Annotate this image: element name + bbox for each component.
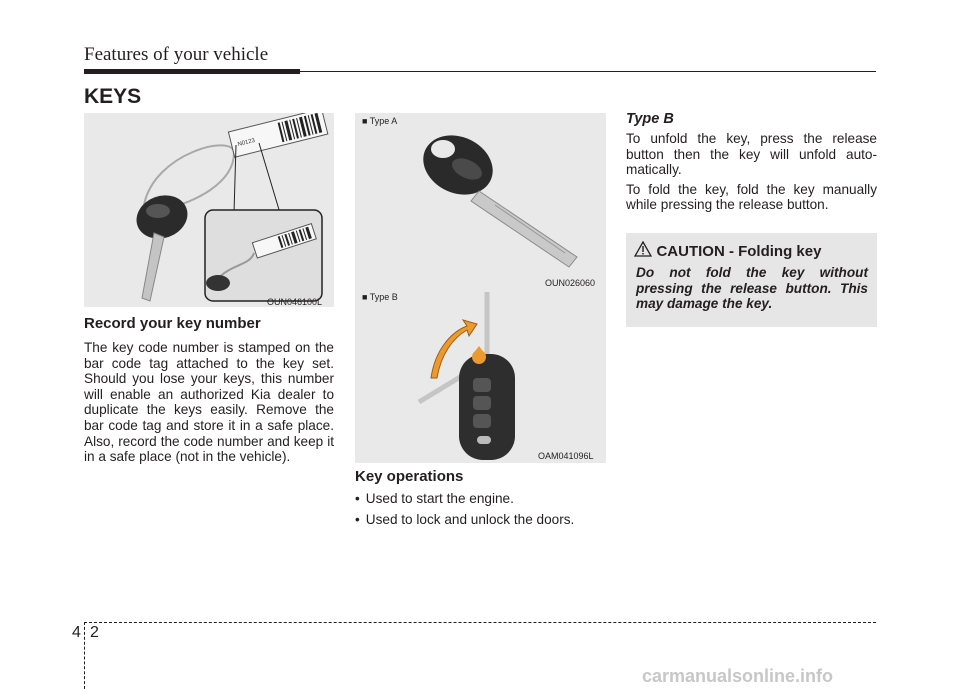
- type-b-para-2: To fold the key, fold the key manually while pressing the release button.: [626, 181, 877, 213]
- record-heading: Record your key number: [84, 315, 261, 332]
- figure-code-3: OAM041096L: [538, 451, 594, 461]
- record-text: The key code number is stamped on the bar code tag attached to the key set. Should you lose your keys, this number will enable an authorized Kia dealer to duplicate the keys easily. Remove the bar code tag and store it in a safe place. Also, record the code number and keep it in a safe place (not in the vehicle).: [84, 340, 334, 465]
- barcode-tag-text: N0123: [237, 137, 256, 149]
- warning-triangle-icon: [634, 241, 652, 257]
- caution-subtitle: - Folding key: [724, 243, 822, 260]
- type-b-key-illustration: [355, 290, 606, 463]
- type-a-label: ■ Type A: [362, 116, 398, 126]
- caution-title-row: [634, 241, 821, 261]
- type-a-key-photo: [355, 113, 606, 290]
- chapter-number: 4: [72, 624, 81, 641]
- type-b-heading: Type B: [626, 111, 674, 127]
- type-b-key-photo: [355, 290, 606, 463]
- footer-divider: [84, 622, 85, 689]
- key-operations-heading: Key operations: [355, 468, 464, 485]
- header-bar: [84, 69, 300, 74]
- list-item: • Used to lock and unlock the doors.: [355, 510, 615, 531]
- section-title: KEYS: [84, 85, 142, 108]
- footer-rule: [84, 622, 876, 623]
- key-operations-list: [355, 489, 615, 530]
- record-key-section: [84, 315, 334, 465]
- caution-text: Do not fold the key without pressing the release button. This may damage the key.: [636, 265, 868, 311]
- key-operations-section: [355, 468, 615, 530]
- key-barcode-illustration: [84, 113, 334, 307]
- type-a-key-illustration: [355, 113, 606, 290]
- caution-label: CAUTION: [656, 243, 725, 260]
- figure-code-2: OUN026060: [545, 278, 596, 288]
- caution-box: [626, 233, 877, 327]
- type-b-section: [626, 111, 877, 213]
- header-rule: [300, 71, 876, 72]
- watermark-text: carmanualsonline.info: [642, 666, 834, 686]
- figure-code-1: OUN046100L: [267, 297, 323, 307]
- key-barcode-photo: [84, 113, 334, 307]
- page-header-title: Features of your vehicle: [84, 44, 269, 65]
- type-b-label: ■ Type B: [362, 292, 398, 302]
- type-b-para-1: To unfold the key, press the release button then the key will unfold auto-matically.: [626, 131, 877, 178]
- page-number: 2: [90, 624, 99, 641]
- list-item: • Used to start the engine.: [355, 489, 615, 510]
